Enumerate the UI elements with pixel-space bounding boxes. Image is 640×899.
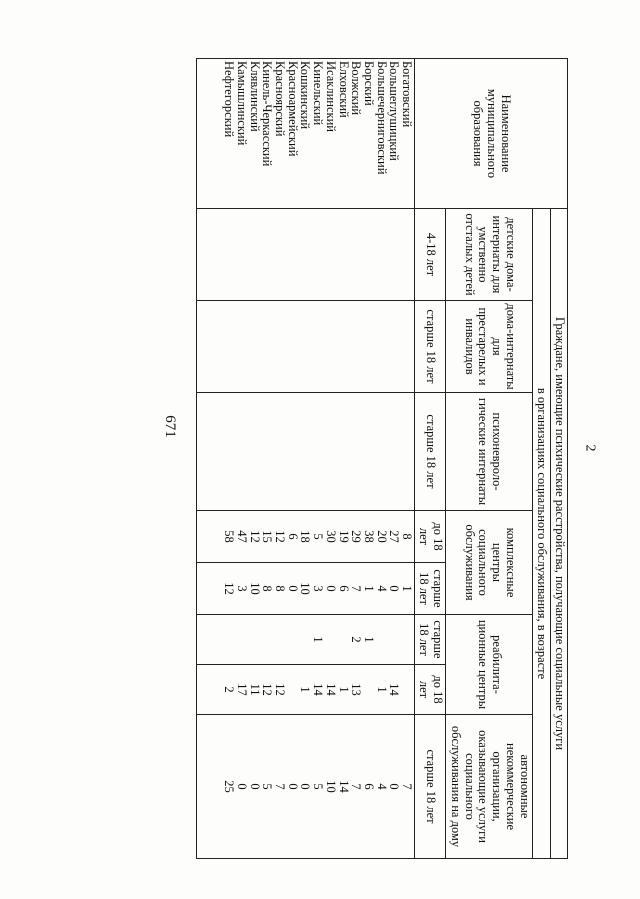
value-cell: 8 xyxy=(260,585,275,592)
group-header: комплексные центры социального обслуживания xyxy=(446,511,533,615)
value-cell: 14 xyxy=(323,683,338,696)
rotated-table-wrapper xyxy=(83,58,568,858)
municipality-name: Красноярский xyxy=(273,61,288,137)
value-cell: 0 xyxy=(298,783,313,790)
value-cell xyxy=(337,617,350,662)
age-header: 4-18 лет xyxy=(415,209,446,301)
value-column-rehab-over18 xyxy=(197,615,415,665)
value-cell: 5 xyxy=(260,783,275,790)
municipality-name: Большечерниговский xyxy=(374,61,389,175)
value-cell: 7 xyxy=(349,783,364,790)
value-cell: 14 xyxy=(387,683,402,696)
header-sub: в организациях социального обслуживания, в возрасте xyxy=(533,209,550,859)
value-cell: 0 xyxy=(285,585,300,592)
municipality-name: Камышлинский xyxy=(235,61,250,146)
value-cell: 20 xyxy=(374,530,389,543)
value-cell: 25 xyxy=(222,780,237,793)
value-cell xyxy=(223,617,236,662)
value-cell: 10 xyxy=(247,582,262,595)
group-header: реабилита-ционные центры xyxy=(446,615,533,715)
age-header: старше 18 лет xyxy=(415,301,446,393)
value-cell xyxy=(286,667,299,712)
value-cell: 7 xyxy=(400,783,414,790)
value-column-ano-over18 xyxy=(197,715,415,859)
value-cell xyxy=(273,617,286,662)
value-cell: 1 xyxy=(400,585,414,592)
value-cell: 13 xyxy=(349,683,364,696)
value-cell: 2 xyxy=(222,686,237,693)
value-cell: 5 xyxy=(311,533,326,540)
value-cell: 12 xyxy=(273,530,288,543)
value-cell: 14 xyxy=(311,683,326,696)
value-cell: 58 xyxy=(222,530,237,543)
value-cell: 12 xyxy=(273,683,288,696)
value-cell xyxy=(261,617,274,662)
group-header: дома-интернаты для престарелых и инвалидов xyxy=(446,301,533,393)
value-cell: 47 xyxy=(235,530,250,543)
municipality-name: Елховский xyxy=(336,61,351,118)
value-cell: 8 xyxy=(400,533,414,540)
municipality-name: Нефтегорский xyxy=(222,61,237,138)
group-header: автономные некоммерческие организации, оказывающие услуги социального обслуживания на дому xyxy=(446,715,533,859)
value-column-complex-over18 xyxy=(197,563,415,615)
value-cell: 3 xyxy=(311,585,326,592)
municipality-name: Кошкинский xyxy=(298,61,313,130)
group-header: психоневроло-гические интернаты xyxy=(446,393,533,511)
municipality-name: Большеглушицкий xyxy=(387,61,402,161)
statistics-table xyxy=(196,58,568,859)
value-cell: 30 xyxy=(323,530,338,543)
value-column xyxy=(197,209,415,301)
header-main: Граждане, имеющие психические расстройства, получающие социальные услуги xyxy=(550,209,567,859)
age-header: до 18 лет xyxy=(415,511,446,563)
value-cell: 3 xyxy=(235,585,250,592)
value-cell: 1 xyxy=(311,636,326,643)
value-cell: 6 xyxy=(285,533,300,540)
value-cell xyxy=(388,617,401,662)
age-header: до 18 лет xyxy=(415,665,446,715)
value-cell: 12 xyxy=(247,530,262,543)
value-cell: 0 xyxy=(387,585,402,592)
municipality-names-column xyxy=(197,59,415,209)
municipality-name: Волжский xyxy=(349,61,364,116)
value-column-rehab-under18 xyxy=(197,665,415,715)
value-cell: 1 xyxy=(336,686,351,693)
value-cell: 17 xyxy=(235,683,250,696)
value-column xyxy=(197,301,415,393)
value-cell xyxy=(375,617,388,662)
value-cell: 1 xyxy=(298,686,313,693)
municipality-name: Кинель-Черкасский xyxy=(260,61,275,167)
value-cell: 4 xyxy=(374,783,389,790)
value-cell: 27 xyxy=(387,530,402,543)
value-cell: 0 xyxy=(235,783,250,790)
value-cell xyxy=(248,617,261,662)
value-cell: 5 xyxy=(311,783,326,790)
header-municipality: Наименование муниципального образования xyxy=(415,59,568,209)
value-cell: 1 xyxy=(361,636,376,643)
age-header: старше 18 лет xyxy=(415,715,446,859)
value-cell: 6 xyxy=(361,783,376,790)
value-cell: 12 xyxy=(222,582,237,595)
value-column xyxy=(197,393,415,511)
municipality-name: Клявлинский xyxy=(247,61,262,132)
value-cell: 38 xyxy=(361,530,376,543)
value-cell: 19 xyxy=(336,530,351,543)
page-number: 2 xyxy=(582,444,598,452)
value-column-complex-under18 xyxy=(197,511,415,563)
value-cell xyxy=(235,617,248,662)
age-header: старше 18 лет xyxy=(415,615,446,665)
age-header: старше 18 лет xyxy=(415,563,446,615)
value-cell xyxy=(299,617,312,662)
handwritten-number: 671 xyxy=(161,415,178,438)
value-cell xyxy=(362,667,375,712)
value-cell: 0 xyxy=(285,783,300,790)
value-cell: 11 xyxy=(247,683,262,696)
table-body-row xyxy=(197,59,415,859)
value-cell: 0 xyxy=(323,585,338,592)
value-cell: 10 xyxy=(323,780,338,793)
municipality-name: Кинельский xyxy=(311,61,326,126)
value-cell: 18 xyxy=(298,530,313,543)
value-cell: 1 xyxy=(361,585,376,592)
municipality-name: Красноармейский xyxy=(285,61,300,157)
municipality-name: Борский xyxy=(361,61,376,106)
value-cell: 12 xyxy=(260,683,275,696)
municipality-name: Богатовский xyxy=(400,61,414,128)
value-cell xyxy=(400,617,413,662)
value-cell: 14 xyxy=(336,780,351,793)
value-cell: 8 xyxy=(273,585,288,592)
value-cell: 29 xyxy=(349,530,364,543)
value-cell xyxy=(324,617,337,662)
municipality-name: Исаклинский xyxy=(323,61,338,132)
value-cell: 1 xyxy=(374,686,389,693)
value-cell: 4 xyxy=(374,585,389,592)
value-cell: 15 xyxy=(260,530,275,543)
value-cell: 2 xyxy=(349,636,364,643)
value-cell: 7 xyxy=(273,783,288,790)
value-cell xyxy=(286,617,299,662)
value-cell: 7 xyxy=(349,585,364,592)
group-header: детские дома-интернаты для умственно отсталых детей xyxy=(446,209,533,301)
value-cell: 10 xyxy=(298,582,313,595)
value-cell: 0 xyxy=(387,783,402,790)
value-cell xyxy=(400,667,413,712)
value-cell: 0 xyxy=(247,783,262,790)
value-cell: 6 xyxy=(336,585,351,592)
age-header: старше 18 лет xyxy=(415,393,446,511)
